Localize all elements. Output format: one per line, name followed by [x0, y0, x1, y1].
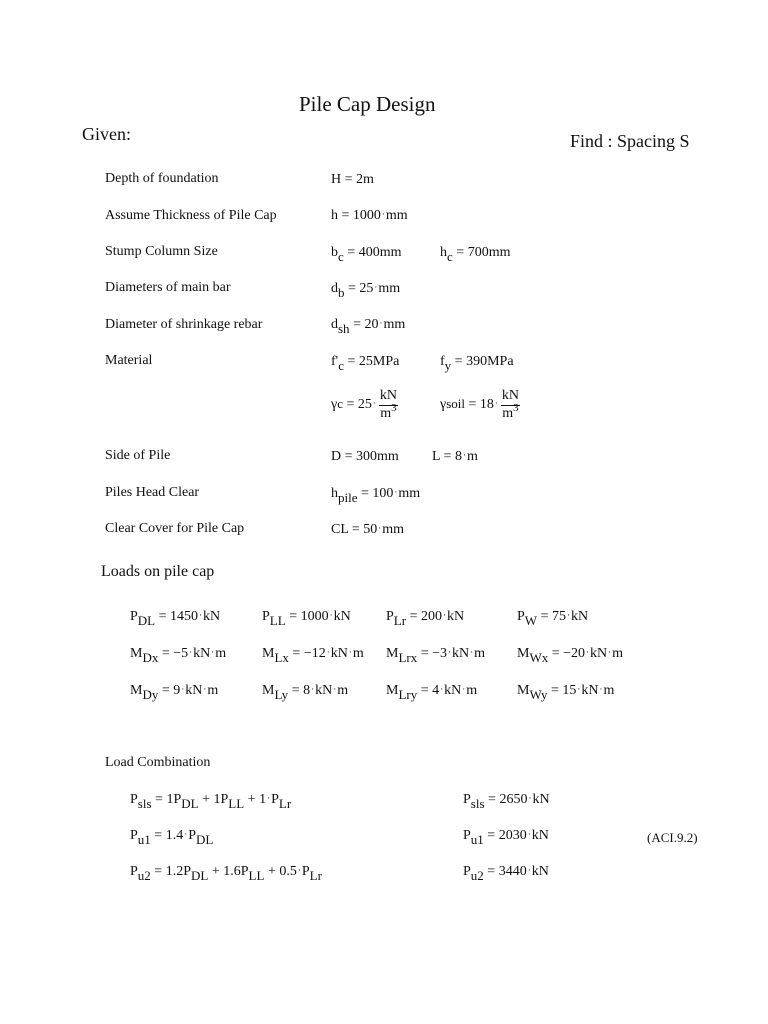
gamma-c-equation: γc = 25· $\frac{kN}{m^3}$ — [331, 388, 397, 421]
moment-equation: $M_{Lx} = -12\cdot kN\cdot m$ — [262, 646, 364, 665]
fy-equation: $f_y = 390MPa$ — [440, 354, 514, 373]
find-heading: Find : Spacing S — [570, 131, 690, 151]
moment-equation: $M_{Dy} = 9\cdot kN\cdot m$ — [130, 683, 219, 702]
pile-side-label: Side of Pile — [105, 448, 171, 463]
moment-equation: $M_{Dx} = -5\cdot kN\cdot m$ — [130, 646, 227, 665]
aci-reference: (ACI.9.2) — [647, 830, 698, 845]
cl-equation: CL = 50·mm — [331, 522, 405, 537]
hpile-equation: $h_{pile} = 100\cdot mm$ — [331, 486, 421, 505]
dsh-equation: $d_{sh} = 20\cdot mm$ — [331, 317, 406, 336]
depth-equation: H = 2m — [331, 172, 374, 187]
moment-equation: $M_{Ly} = 8\cdot kN\cdot m$ — [262, 683, 349, 702]
page-title: Pile Cap Design — [299, 92, 436, 116]
db-equation: $d_b = 25\cdot mm$ — [331, 281, 401, 300]
loads-heading: Loads on pile cap — [101, 563, 215, 580]
material-label: Material — [105, 353, 153, 368]
pile-d-equation: D = 300mm — [331, 449, 399, 464]
depth-label: Depth of foundation — [105, 171, 219, 186]
thickness-label: Assume Thickness of Pile Cap — [105, 208, 277, 223]
load-equation: $P_{Lr} = 200\cdot kN$ — [386, 609, 465, 628]
bc-equation: $b_c = 400mm$ — [331, 245, 402, 264]
thickness-equation: h = 1000·mm — [331, 208, 408, 223]
pu1-formula: $P_{u1} = 1.4\cdot P_{DL}$ — [130, 828, 214, 847]
given-heading: Given: — [82, 124, 131, 144]
load-equation: $P_{DL} = 1450\cdot kN$ — [130, 609, 221, 628]
load-equation: $P_W = 75\cdot kN$ — [517, 609, 589, 628]
unit-fraction: $\frac{kN}{m^3}$ — [379, 388, 397, 421]
pile-l-equation: L = 8·m — [432, 449, 478, 464]
shrinkage-rebar-label: Diameter of shrinkage rebar — [105, 317, 263, 332]
moment-equation: $M_{Wx} = -20\cdot kN\cdot m$ — [517, 646, 624, 665]
column-size-label: Stump Column Size — [105, 244, 218, 259]
pu2-result: $P_{u2} = 3440\cdot kN$ — [463, 864, 549, 883]
psls-formula: $P_{sls} = 1P_{DL} + 1P_{LL} + 1\cdot P_{Lr}$ — [130, 792, 292, 811]
load-combination-heading: Load Combination — [105, 755, 211, 770]
load-equation: $P_{LL} = 1000\cdot kN$ — [262, 609, 351, 628]
unit-fraction: $\frac{kN}{m^3}$ — [501, 388, 520, 421]
pu2-formula: $P_{u2} = 1.2P_{DL} + 1.6P_{LL} + 0.5\cdot P_{Lr}$ — [130, 864, 322, 883]
psls-result: $P_{sls} = 2650\cdot kN$ — [463, 792, 550, 811]
fc-equation: $f'_c = 25MPa$ — [331, 354, 400, 373]
head-clear-label: Piles Head Clear — [105, 485, 200, 500]
clear-cover-label: Clear Cover for Pile Cap — [105, 521, 245, 536]
pu1-result: $P_{u1} = 2030\cdot kN$ — [463, 828, 549, 847]
hc-equation: $h_c = 700mm$ — [440, 245, 511, 264]
gamma-soil-equation: γsoil = 18· $\frac{kN}{m^3}$ — [440, 388, 520, 421]
moment-equation: $M_{Wy} = 15\cdot kN\cdot m$ — [517, 683, 615, 702]
main-bar-label: Diameters of main bar — [105, 280, 231, 295]
moment-equation: $M_{Lrx} = -3\cdot kN\cdot m$ — [386, 646, 486, 665]
moment-equation: $M_{Lry} = 4\cdot kN\cdot m$ — [386, 683, 478, 702]
